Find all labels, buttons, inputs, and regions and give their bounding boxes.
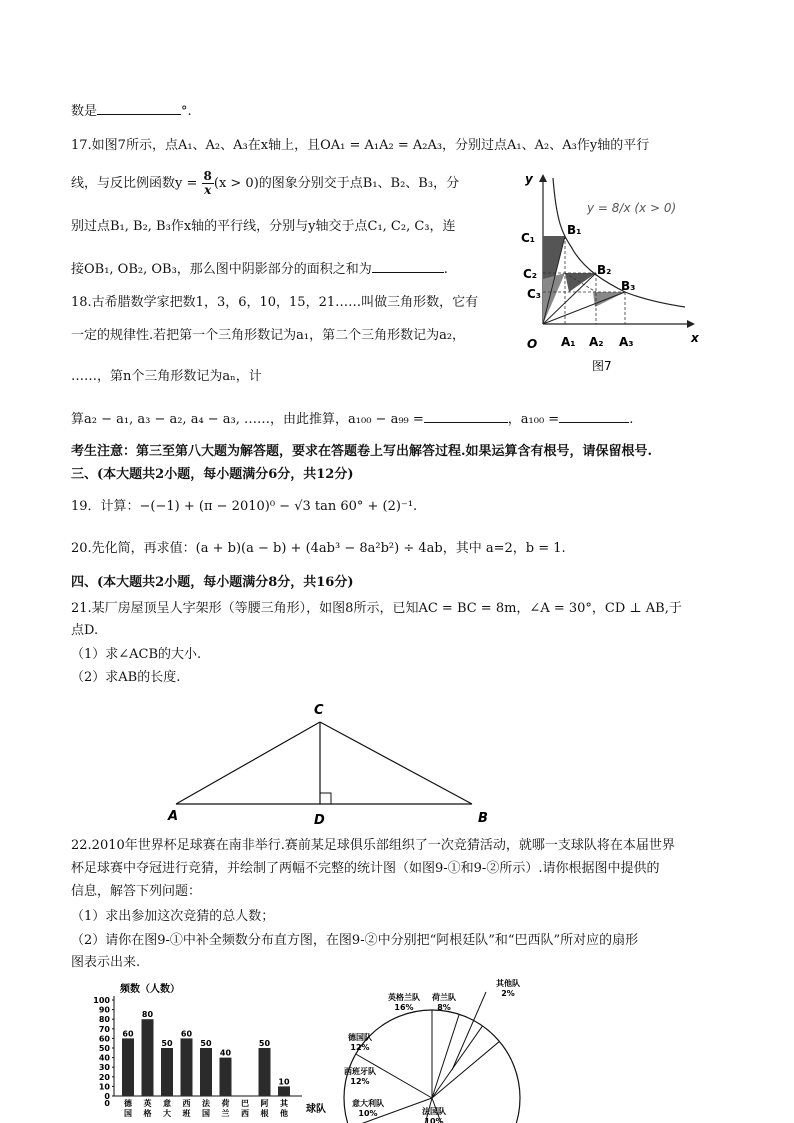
- side-BC: [320, 722, 472, 804]
- label-B3: B₃: [621, 279, 636, 293]
- q17-line-1: 17.如图7所示，点A₁、A₂、A₃在x轴上，且OA₁ = A₁A₂ = A₂A₃，分别过点A₁、A₂、A₃作y轴的平行: [71, 138, 650, 153]
- bar: [259, 1048, 271, 1096]
- exam-notice: 考生注意：第三至第八大题为解答题，要求在答题卷上写出解答过程.如果运算含有根号，请保留根号.: [71, 444, 653, 459]
- slice-pct: 12%: [350, 1043, 370, 1052]
- slice-pct: 10%: [424, 1117, 444, 1123]
- figure-9-1-bar-chart: [88, 978, 338, 1123]
- q16-line: 数是 °.: [71, 104, 192, 119]
- label-A3: A₃: [619, 335, 634, 349]
- fraction-8-over-x: $\frac{8}{x}$: [203, 169, 212, 197]
- figure-9-2-pie-chart: [340, 978, 570, 1123]
- label-A2: A₂: [589, 335, 604, 349]
- label-B: B: [478, 811, 488, 826]
- y-tick-label: 80: [98, 1015, 110, 1025]
- slice-label: 荷兰队: [432, 993, 456, 1002]
- section-3-heading: 三、(本大题共2小题，每小题满分6分，共12分): [71, 467, 354, 482]
- x-tick-label: 西: [182, 1099, 191, 1108]
- figure-8-triangle: [160, 698, 500, 828]
- answer-blank[interactable]: [372, 260, 444, 273]
- slice-label: 英格兰队: [388, 993, 420, 1002]
- label-C2: C₂: [523, 267, 538, 281]
- curve-formula: y = 8/x (x > 0): [587, 201, 677, 215]
- label-B2: B₂: [597, 263, 612, 277]
- slice-pct: 12%: [350, 1077, 370, 1086]
- x-tick-label: 国: [202, 1109, 210, 1118]
- x-tick-label: 阿: [260, 1099, 269, 1108]
- bar-value-label: 80: [141, 1010, 154, 1020]
- bar-value-label: 60: [180, 1029, 193, 1039]
- bar: [122, 1038, 134, 1096]
- y-tick-label: 40: [98, 1053, 110, 1063]
- x-tick-label: 荷: [221, 1099, 230, 1108]
- slice-pct: 10%: [358, 1109, 378, 1118]
- q22-line-3: 信息，解答下列问题：: [71, 884, 202, 899]
- slice-label: 其他队: [496, 979, 520, 988]
- q17-line-3: 别过点B₁, B₂, B₃作x轴的平行线，分别与y轴交于点C₁, C₂, C₃，连: [71, 219, 456, 234]
- y-tick-label: 100: [93, 996, 110, 1005]
- label-B1: B₁: [567, 223, 582, 237]
- side-AC: [176, 722, 320, 804]
- slice-pct: 16%: [394, 1003, 414, 1012]
- slice-pct: 2%: [501, 989, 515, 998]
- slice-label: 西班牙队: [344, 1067, 376, 1076]
- bar: [200, 1048, 212, 1096]
- q20: 20.先化简，再求值：(a + b)(a − b) + (4ab³ − 8a²b²) ÷ 4ab，其中 a=2，b = 1.: [71, 541, 566, 556]
- y-tick-label: 70: [98, 1024, 110, 1034]
- label-O: O: [527, 337, 538, 351]
- label-y: y: [525, 172, 533, 186]
- q18-line-2: 一定的规律性.若把第一个三角形数记为a₁，第二个三角形数记为a₂，: [71, 328, 466, 343]
- label-C1: C₁: [521, 231, 536, 245]
- bar: [278, 1086, 290, 1096]
- bar-value-label: 50: [200, 1039, 212, 1048]
- figure-7-caption: 图7: [592, 359, 612, 373]
- y-tick-label: 90: [98, 1005, 110, 1015]
- q18-line-1: 18.古希腊数学家把数1，3，6，10，15，21……叫做三角形数，它有: [71, 295, 479, 310]
- bar-value-label: 60: [122, 1029, 134, 1039]
- bar: [181, 1038, 193, 1096]
- q22-sub-3: 图表示出来.: [71, 955, 141, 970]
- x-tick-label: 根: [260, 1109, 269, 1118]
- q21-line-1: 21.某厂房屋顶呈人字架形（等腰三角形），如图8所示，已知AC = BC = 8m，∠A = 30°，CD ⊥ AB,于: [71, 601, 682, 616]
- section-4-heading: 四、(本大题共2小题，每小题满分8分，共16分): [71, 575, 354, 590]
- x-tick-label: 国: [124, 1109, 132, 1118]
- slice-label: 法国队: [422, 1107, 446, 1116]
- label-A1: A₁: [561, 335, 576, 349]
- q22-line-1: 22.2010年世界杯足球赛在南非举行.赛前某足球俱乐部组织了一次竞猜活动，就哪一支球队将在本届世界: [71, 838, 675, 853]
- bar: [142, 1019, 154, 1096]
- answer-blank[interactable]: [97, 102, 181, 115]
- y-tick-label: 50: [98, 1044, 110, 1053]
- x-tick-label: 巴: [241, 1099, 249, 1108]
- q17-line-2: 线，与反比例函数y = $\frac{8}{x}$ (x > 0)的图象分别交于点B₁、B₂、B₃，分: [71, 169, 460, 197]
- x-tick-label: 意: [163, 1099, 171, 1108]
- q22-sub-1: （1）求出参加这次竞猜的总人数；: [71, 909, 275, 924]
- y-tick-label: 10: [98, 1082, 110, 1092]
- y-axis-arrow: [539, 174, 547, 182]
- x-tick-label: 他: [280, 1109, 288, 1118]
- label-D: D: [314, 813, 325, 828]
- answer-blank[interactable]: [559, 410, 629, 423]
- q22-line-2: 杯足球赛中夺冠进行竞猜，并绘制了两幅不完整的统计图（如图9-①和9-②所示）.请你根据图中提供的: [71, 861, 660, 876]
- label-C3: C₃: [527, 287, 542, 301]
- slice-label: 意大利队: [352, 1099, 384, 1108]
- x-tick-label: 法: [202, 1099, 210, 1108]
- x-tick-label: 西: [241, 1109, 249, 1118]
- label-C: C: [314, 703, 324, 718]
- x-tick-label: 英: [143, 1099, 152, 1108]
- slice-pct: 8%: [437, 1003, 451, 1012]
- x-axis-arrow: [687, 320, 695, 328]
- y-tick-label: 60: [98, 1034, 110, 1044]
- segment-OB3: [543, 292, 625, 324]
- bar-value-label: 50: [161, 1039, 173, 1048]
- y-tick-label: 30: [98, 1063, 110, 1073]
- figure-7: [515, 170, 699, 380]
- slice-label: 德国队: [348, 1033, 372, 1042]
- x-tick-label: 大: [163, 1109, 171, 1118]
- bar-value-label: 10: [278, 1077, 290, 1087]
- x-tick-label: 德: [124, 1099, 132, 1108]
- answer-blank[interactable]: [424, 410, 508, 423]
- bar: [220, 1058, 232, 1096]
- label-A: A: [168, 809, 179, 824]
- q19: 19．计算：−(−1) + (π − 2010)⁰ − √3 tan 60° + (2)⁻¹.: [71, 499, 418, 514]
- q21-sub-1: （1）求∠ACB的大小.: [71, 647, 202, 662]
- q17-line-4: 接OB₁, OB₂, OB₃，那么图中阴影部分的面积之和为 .: [71, 262, 448, 277]
- q18-line-3: ……，第n个三角形数记为aₙ，计: [71, 369, 262, 384]
- x-tick-label: 班: [182, 1109, 191, 1118]
- origin-label: 0: [104, 1099, 110, 1108]
- q21-sub-2: （2）求AB的长度.: [71, 670, 181, 685]
- x-tick-label: 兰: [221, 1109, 230, 1118]
- y-tick-label: 0: [104, 1092, 110, 1101]
- y-tick-label: 20: [98, 1072, 110, 1082]
- bar: [161, 1048, 173, 1096]
- right-angle-mark: [320, 793, 331, 804]
- bar-chart-title: 频数（人数）: [120, 984, 180, 995]
- q18-line-4: 算a₂ − a₁, a₃ − a₂, a₄ − a₃, ……，由此推算，a₁₀₀ − a₉₉ = ，a₁₀₀ = .: [71, 412, 634, 427]
- x-tick-label: 其: [280, 1099, 288, 1108]
- x-tick-label: 格: [143, 1109, 152, 1118]
- q22-sub-2: （2）请你在图9-①中补全频数分布直方图，在图9-②中分别把“阿根廷队”和“巴西队”所对应的扇形: [71, 933, 639, 948]
- bar-value-label: 40: [219, 1048, 232, 1058]
- bar-chart-xlabel: 球队: [306, 1104, 326, 1115]
- q21-line-2: 点D.: [71, 623, 99, 638]
- bar-value-label: 50: [258, 1039, 271, 1048]
- label-x: x: [691, 331, 699, 345]
